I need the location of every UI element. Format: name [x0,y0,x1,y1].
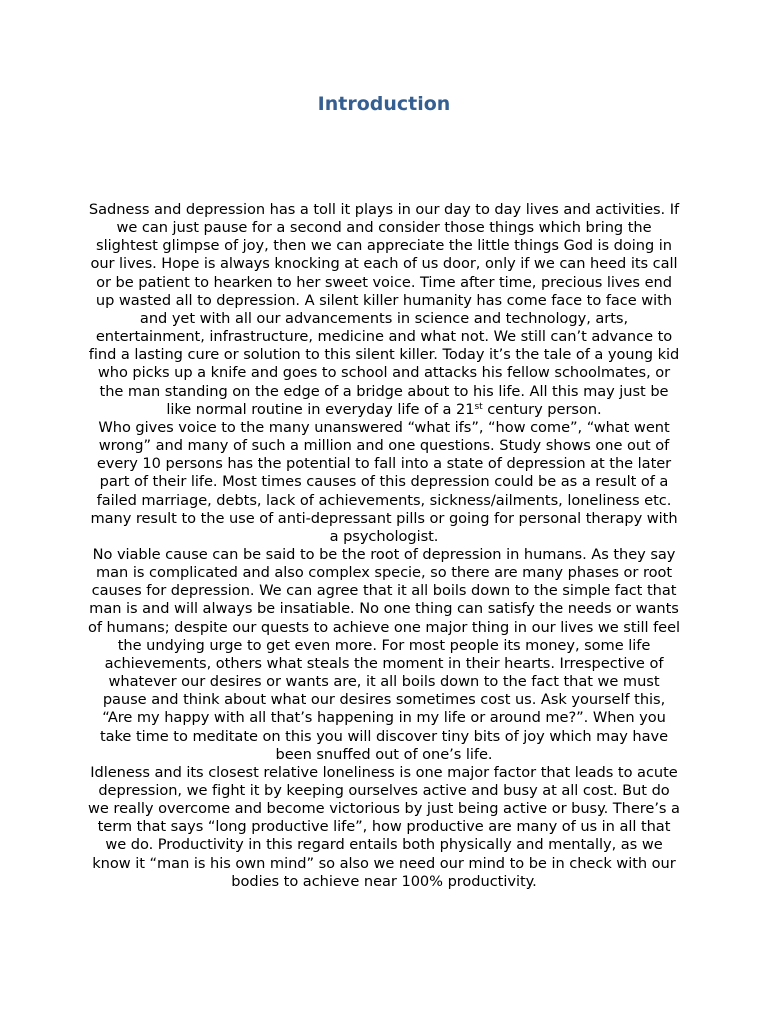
paragraph-2: Who gives voice to the many unanswered “what ifs”, “how come”, “what went wrong” and many of such a million and one questions. Study shows one out of every 10 persons has the potential to fall into a state of depression at the later part of their life. Most times causes of this depression could be as a result of a failed marriage, debts, lack of achievements, sickness/ailments, loneliness etc. many result to the use of anti-depressant pills or going for personal therapy with a psychologist. [90,418,678,545]
paragraph-3: No viable cause can be said to be the root of depression in humans. As they say man is complicated and also complex specie, so there are many phases or root causes for depression. We can agree that it all boils down to the simple fact that man is and will always be insatiable. No one thing can satisfy the needs or wants of humans; despite our quests to achieve one major thing in our lives we still feel the undying urge to get even more. For most people its money, some life achievements, others what steals the moment in their hearts. Irrespective of whatever our desires or wants are, it all boils down to the fact that we must pause and think about what our desires sometimes cost us. Ask yourself this, “Are my happy with all that’s happening in my life or around me?”. When you take time to meditate on this you will discover tiny bits of joy which may have been snuffed out of one’s life. [87,545,681,763]
paragraph-1 [86,201,682,419]
page-title: Introduction [317,93,451,115]
document-body [86,201,682,891]
ordinal-superscript: st [474,401,483,412]
paragraph-1-text: Sadness and depression has a toll it plays in our day to day lives and activities. If we can just pause for a second and consider those things which bring the slightest glimpse of joy, then we can appreciate the little things God is doing in our lives. Hope is always knocking at each of us door, only if we can heed its call or be patient to hearken to her sweet voice. Time after time, precious lives end up wasted all to depression. A silent killer humanity has come face to face with and yet with all our advancements in science and technology, arts, entertainment, infrastructure, medicine and what not. We still can’t advance to find a lasting cure or solution to this silent killer. Today it’s the tale of a young kid who picks up a knife and goes to school and attacks his fellow schoolmates, or the man standing on the edge of a bridge about to his life. All this may just be like normal routine in everyday life of a 21 [88,201,680,418]
paragraph-1-text-end: century person. [482,400,602,418]
paragraph-4: Idleness and its closest relative loneliness is one major factor that leads to acute depression, we fight it by keeping ourselves active and busy at all cost. But do we really overcome and become victorious by just being active or busy. There’s a term that says “long productive life”, how productive are many of us in all that we do. Productivity in this regard entails both physically and mentally, as we know it “man is his own mind” so also we need our mind to be in check with our bodies to achieve near 100% productivity. [88,763,680,890]
